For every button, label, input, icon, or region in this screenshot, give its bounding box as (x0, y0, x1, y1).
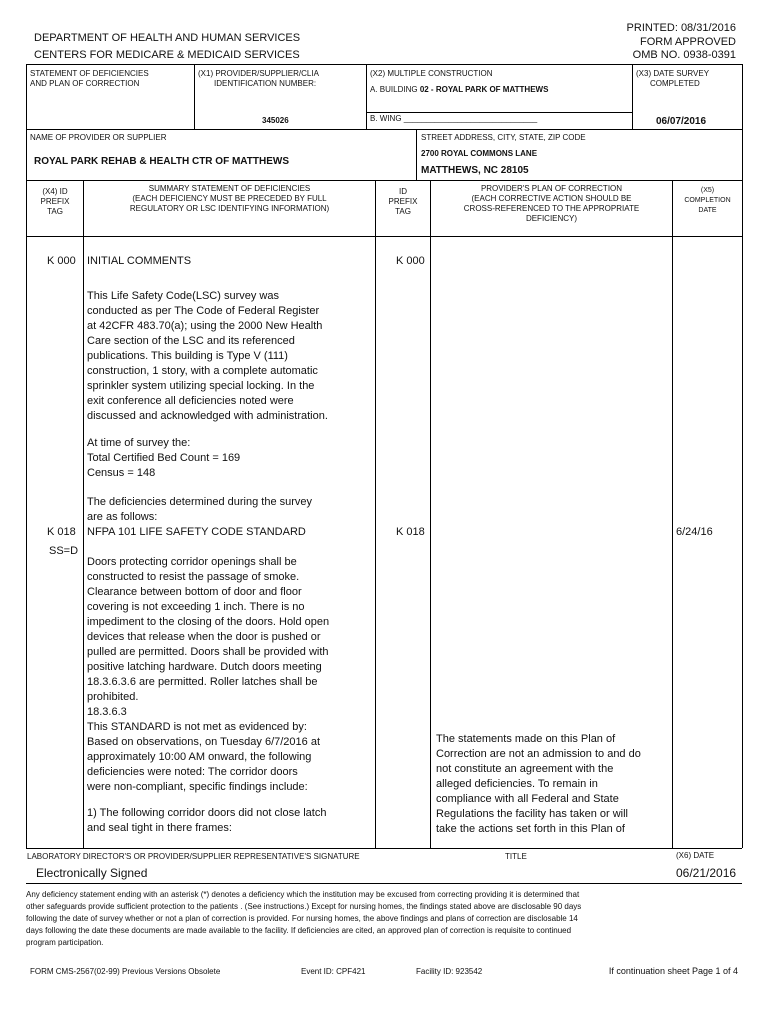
id-header-line: PREFIX (388, 197, 418, 206)
rule (366, 64, 367, 129)
event-id: Event ID: CPF421 (301, 967, 366, 976)
id-header (376, 187, 430, 217)
provider-name-label: NAME OF PROVIDER OR SUPPLIER (30, 133, 167, 142)
id-header-line: ID (399, 187, 407, 196)
x4-header-line: PREFIX (40, 197, 70, 206)
statement-label-1: STATEMENT OF DEFICIENCIES (30, 69, 149, 78)
plan-header-line: PROVIDER'S PLAN OF CORRECTION (480, 184, 623, 193)
k018-tag: K 018 (47, 526, 76, 538)
signature-label: LABORATORY DIRECTOR'S OR PROVIDER/SUPPLIER REPRESENTATIVE'S SIGNATURE (27, 852, 360, 861)
statement-label-2: AND PLAN OF CORRECTION (30, 79, 140, 88)
title-label: TITLE (505, 852, 527, 861)
k018-title: NFPA 101 LIFE SAFETY CODE STANDARD (87, 526, 306, 538)
rule (26, 883, 742, 884)
form-id: FORM CMS-2567(02-99) Previous Versions Obsolete (30, 967, 221, 976)
k018-id-tag: K 018 (396, 526, 425, 538)
k000-id-tag: K 000 (396, 255, 425, 267)
x4-header-line: (X4) ID (42, 187, 68, 196)
rule (672, 180, 673, 848)
k018-scope-severity: SS=D (49, 545, 79, 557)
rule (83, 180, 84, 848)
rule (742, 64, 743, 848)
x5-header-line: COMPLETION (684, 197, 731, 204)
signature-date-label: (X6) DATE (676, 851, 715, 860)
rule (26, 180, 742, 181)
k000-paragraph-3: The deficiencies determined during the survey are as follows: (87, 496, 313, 523)
rule (416, 129, 417, 180)
k000-paragraph-1: This Life Safety Code(LSC) survey was conducted as per The Code of Federal Register at 42CFR 483.70(a); using the 2000 New Health Care section of the LSC and its referenced publications. This building is Type V (111) construction, 1 story, with a complete automatic sprinkler system utilizing special locking. In the exit conference all deficiencies noted were discussed and acknowledged with administration. (87, 290, 328, 422)
k018-paragraph-2: 1) The following corridor doors did not close latch and seal tight in there frames: (87, 807, 327, 834)
x4-header-line: TAG (47, 207, 63, 216)
x5-header-line: (X5) (700, 187, 715, 194)
rule (26, 848, 742, 849)
signature-value: Electronically Signed (36, 866, 148, 880)
address-street: 2700 ROYAL COMMONS LANE (421, 149, 538, 158)
summary-header (84, 184, 375, 214)
x5-header-line: DATE (698, 207, 717, 214)
x5-header (673, 186, 742, 216)
plan-header-line: (EACH CORRECTIVE ACTION SHOULD BE (471, 194, 632, 203)
plan-header (431, 184, 672, 224)
k018-completion-date: 6/24/16 (676, 526, 713, 538)
rule (194, 64, 195, 129)
summary-header-line: REGULATORY OR LSC IDENTIFYING INFORMATION) (129, 204, 330, 213)
rule (632, 64, 633, 129)
address-city: MATTHEWS, NC 28105 (421, 165, 529, 176)
k000-title: INITIAL COMMENTS (87, 255, 192, 267)
omb-number: OMB NO. 0938-0391 (632, 49, 736, 61)
provider-id-number: 345026 (262, 116, 289, 125)
plan-of-correction-text: The statements made on this Plan of Correction are not an admission to and do not constitute an agreement with the alleged deficiencies. To remain in compliance with all Federal and State Regulations the facility has taken or will take the actions set forth in this Plan of (436, 733, 641, 835)
disclaimer-text: Any deficiency statement ending with an asterisk (*) denotes a deficiency which the institution may be excused from correcting providing it is determined that other safeguards provide sufficient protection to the patients . (See instructions.) Except for nursing homes, the findings stated above are disclosable 90 days following the date of survey whether or not a plan of correction is provided. For nursing homes, the above findings and plans of correction are disclosable 14 days following the date these documents are made available to the facility. If deficiencies are cited, an approved plan of correction is requisite to continued program participation. (26, 890, 582, 947)
provider-name: ROYAL PARK REHAB & HEALTH CTR OF MATTHEWS (34, 156, 289, 167)
x4-header (27, 187, 83, 217)
rule (26, 64, 742, 65)
id-header-line: TAG (395, 207, 411, 216)
department-title: DEPARTMENT OF HEALTH AND HUMAN SERVICES (34, 32, 301, 44)
rule (26, 64, 27, 848)
x1-label-1: (X1) PROVIDER/SUPPLIER/CLIA (198, 69, 319, 78)
building-prefix: A. BUILDING (370, 85, 418, 94)
agency-title: CENTERS FOR MEDICARE & MEDICAID SERVICES (34, 49, 300, 61)
rule (375, 180, 376, 848)
facility-id: Facility ID: 923542 (416, 967, 483, 976)
rule (430, 180, 431, 848)
address-label: STREET ADDRESS, CITY, STATE, ZIP CODE (421, 133, 586, 142)
k000-tag: K 000 (47, 255, 76, 267)
k000-paragraph-2: At time of survey the: Total Certified Bed Count = 169 Census = 148 (87, 437, 241, 479)
continuation-page: If continuation sheet Page 1 of 4 (608, 966, 738, 976)
plan-header-line: CROSS-REFERENCED TO THE APPROPRIATE (463, 204, 640, 213)
k018-paragraph-1: Doors protecting corridor openings shall be constructed to resist the passage of smoke. Clearance between bottom of door and floor covering is not exceeding 1 inch. There is no impediment to the closing of the doors. Hold open devices that release when the door is pushed or pulled are permitted. Doors shall be provided with positive latching hardware. Dutch doors meeting 18.3.6.3.6 are permitted. Roller latches shall be prohibited. 18.3.6.3 This STANDARD is not met as evidenced by: Based on observations, on Tuesday 6/7/2016 at approximately 10:00 AM onward, the following deficiencies were noted: The corridor doors were non-compliant, specific findings include: (87, 556, 330, 793)
x1-label-2: IDENTIFICATION NUMBER: (214, 79, 317, 88)
building-line (370, 85, 548, 95)
building-value: 02 - ROYAL PARK OF MATTHEWS (419, 85, 549, 94)
signature-date: 06/21/2016 (676, 866, 737, 880)
summary-header-line: (EACH DEFICIENCY MUST BE PRECEDED BY FULL (132, 194, 327, 203)
x3-label-1: (X3) DATE SURVEY (636, 69, 710, 78)
rule (26, 129, 742, 130)
x2-label: (X2) MULTIPLE CONSTRUCTION (370, 69, 493, 78)
summary-header-line: SUMMARY STATEMENT OF DEFICIENCIES (148, 184, 311, 193)
rule (26, 236, 742, 237)
wing-line: B. WING ______________________________ (370, 114, 538, 123)
printed-date: PRINTED: 08/31/2016 (626, 22, 736, 34)
rule (366, 112, 632, 113)
x3-label-2: COMPLETED (650, 79, 700, 88)
survey-completed-date: 06/07/2016 (656, 116, 707, 127)
form-approved-label: FORM APPROVED (640, 36, 736, 48)
plan-header-line: DEFICIENCY) (525, 214, 578, 223)
